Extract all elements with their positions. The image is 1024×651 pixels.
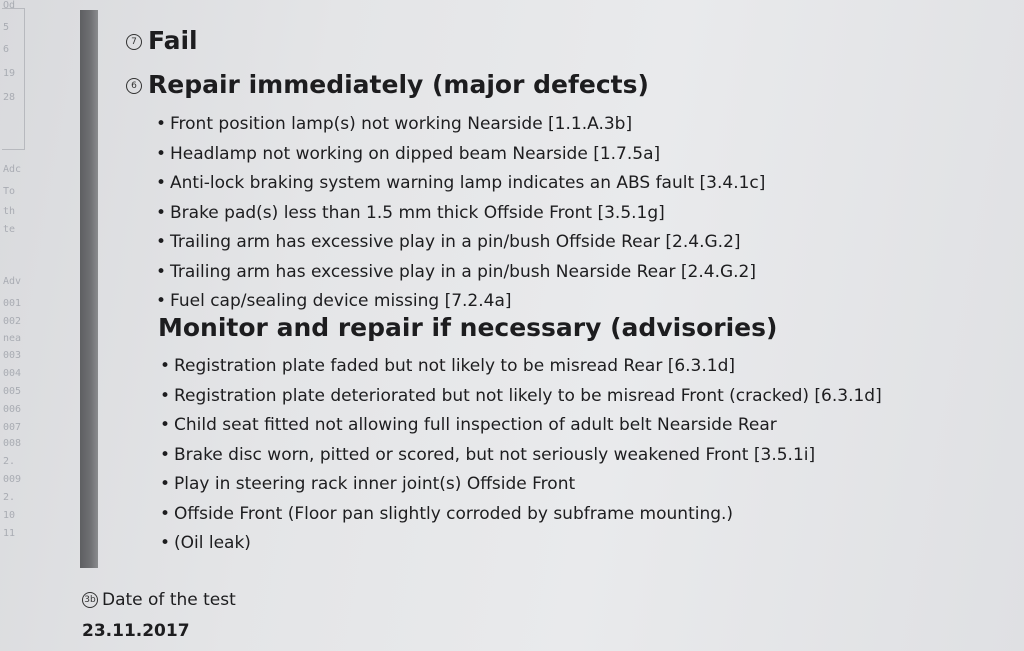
- margin-text: To: [3, 186, 16, 197]
- major-defects-title: Repair immediately (major defects): [148, 70, 649, 99]
- major-defects-heading: [126, 70, 649, 99]
- defect-item: • Trailing arm has excessive play in a pin/bush Nearside Rear [2.4.G.2]: [156, 258, 765, 288]
- defect-item: • Headlamp not working on dipped beam Nearside [1.7.5a]: [156, 140, 765, 170]
- margin-text: nea: [3, 333, 22, 344]
- section-number-badge: 3b: [82, 592, 98, 608]
- margin-text: te: [3, 224, 16, 235]
- defect-item: • Brake pad(s) less than 1.5 mm thick Offside Front [3.5.1g]: [156, 199, 765, 229]
- margin-text: 28: [3, 92, 16, 103]
- advisory-item: • Play in steering rack inner joint(s) Offside Front: [160, 470, 882, 500]
- margin-text: 007: [3, 422, 22, 433]
- advisory-item: • Brake disc worn, pitted or scored, but not seriously weakened Front [3.5.1i]: [160, 441, 882, 471]
- margin-text: 002: [3, 316, 22, 327]
- test-date-value: 23.11.2017: [82, 621, 190, 641]
- test-date-label-text: Date of the test: [102, 590, 236, 610]
- margin-text: 001: [3, 298, 22, 309]
- margin-text: 006: [3, 404, 22, 415]
- defect-item: • Front position lamp(s) not working Nearside [1.1.A.3b]: [156, 110, 765, 140]
- margin-text: 004: [3, 368, 22, 379]
- margin-text: 5: [3, 22, 10, 33]
- margin-text: 2.: [3, 492, 16, 503]
- margin-text: 6: [3, 44, 10, 55]
- defect-item: • Anti-lock braking system warning lamp indicates an ABS fault [3.4.1c]: [156, 169, 765, 199]
- margin-text: Adc: [3, 164, 22, 175]
- margin-text: 10: [3, 510, 16, 521]
- advisories-list: [160, 352, 882, 559]
- defect-item: • Trailing arm has excessive play in a pin/bush Offside Rear [2.4.G.2]: [156, 228, 765, 258]
- section-number-badge: 6: [126, 78, 142, 94]
- margin-text: 19: [3, 68, 16, 79]
- section-rule: [80, 10, 98, 568]
- test-date-label: [82, 590, 236, 610]
- margin-text: 005: [3, 386, 22, 397]
- margin-text: 009: [3, 474, 22, 485]
- fail-title: Fail: [148, 26, 198, 55]
- advisories-heading: Monitor and repair if necessary (advisories): [158, 313, 778, 342]
- margin-text: th: [3, 206, 16, 217]
- advisory-item: • Registration plate faded but not likely to be misread Rear [6.3.1d]: [160, 352, 882, 382]
- advisory-item: • Registration plate deteriorated but not likely to be misread Front (cracked) [6.3.1d]: [160, 382, 882, 412]
- margin-text: Od: [3, 0, 16, 11]
- advisory-item: • Offside Front (Floor pan slightly corroded by subframe mounting.): [160, 500, 882, 530]
- section-number-badge: 7: [126, 34, 142, 50]
- bleed-through-margin: [0, 0, 40, 651]
- advisory-item: • (Oil leak): [160, 529, 882, 559]
- advisory-item: • Child seat fitted not allowing full inspection of adult belt Nearside Rear: [160, 411, 882, 441]
- margin-text: 11: [3, 528, 16, 539]
- defect-item: • Fuel cap/sealing device missing [7.2.4a]: [156, 287, 765, 317]
- margin-text: 2.: [3, 456, 16, 467]
- major-defects-list: [156, 110, 765, 317]
- margin-text: Adv: [3, 276, 22, 287]
- fail-heading: [126, 26, 198, 55]
- margin-text: 008: [3, 438, 22, 449]
- margin-text: 003: [3, 350, 22, 361]
